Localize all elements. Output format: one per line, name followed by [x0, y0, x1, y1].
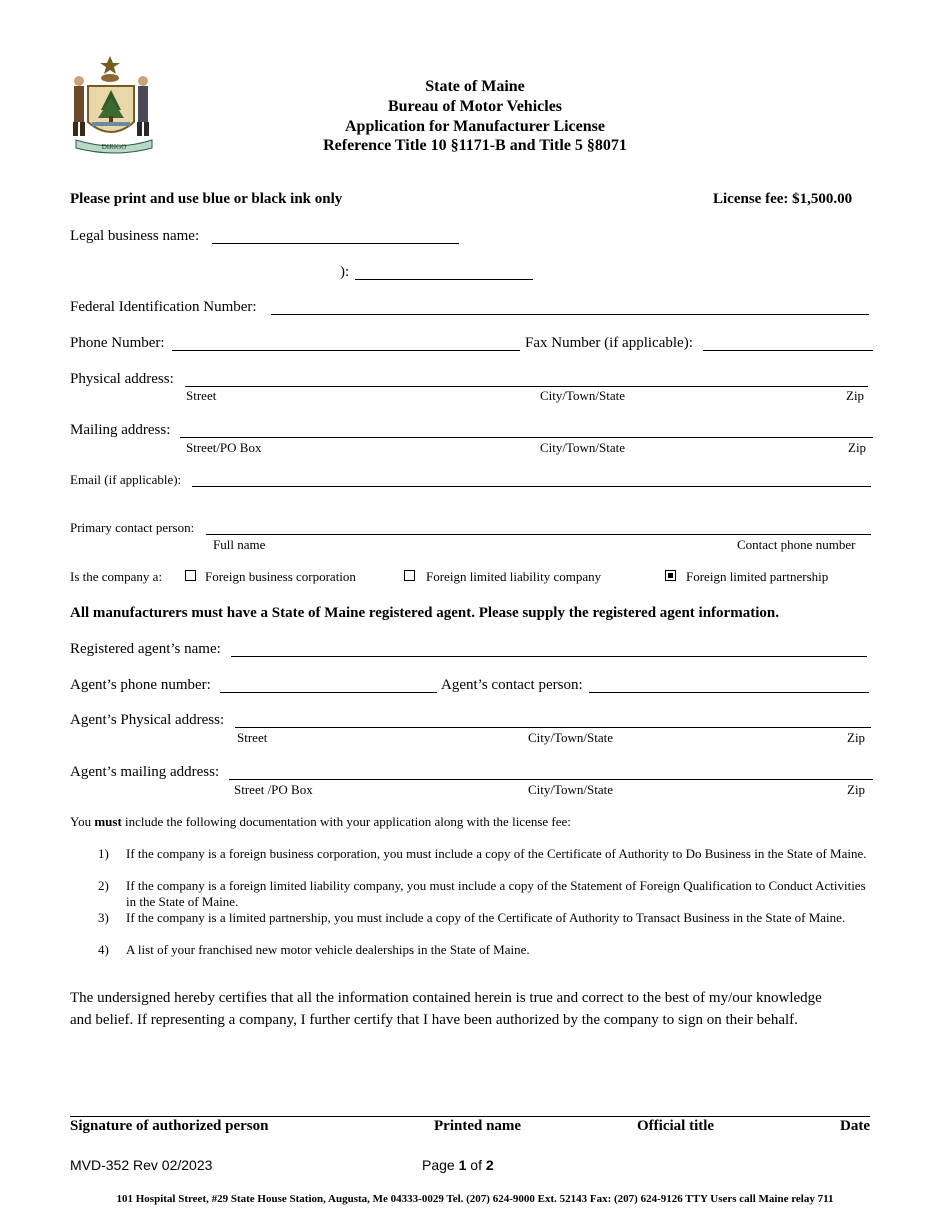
documentation-intro	[70, 814, 571, 830]
doc-item-3: If the company is a limited partnership, you must include a copy of the Certificate of Authority to Transact Business in the State of Maine.	[126, 910, 846, 925]
physical-zip-caption: Zip	[846, 388, 865, 403]
agent-mailing-zip-caption: Zip	[847, 782, 866, 797]
physical-address-input[interactable]	[185, 368, 868, 386]
signature-line	[70, 1116, 870, 1117]
certification-line-2: and belief. If representing a company, I further certify that I have been authorized by the company to sign on their behalf.	[70, 1012, 798, 1028]
agent-mailing-label: Agent’s mailing address:	[70, 764, 220, 780]
doc-item-4: A list of your franchised new motor vehicle dealerships in the State of Maine.	[126, 942, 530, 957]
contact-name-caption: Full name	[213, 537, 266, 552]
primary-contact-input[interactable]	[206, 516, 871, 534]
agent-contact-line	[589, 692, 869, 693]
dba-suffix: ):	[340, 264, 350, 280]
checkbox-foreign-limited-partnership[interactable]	[665, 570, 676, 581]
company-type-label: Is the company a:	[70, 569, 163, 584]
fein-line	[271, 314, 869, 315]
agent-physical-street-caption: Street	[237, 730, 268, 745]
legal-name-input[interactable]	[212, 225, 459, 243]
page-indicator	[422, 1157, 494, 1173]
option-foreign-limited-partnership: Foreign limited partnership	[686, 569, 829, 584]
mailing-address-line	[180, 437, 873, 438]
physical-city-caption: City/Town/State	[540, 388, 626, 403]
agent-physical-zip-caption: Zip	[847, 730, 866, 745]
agent-name-line	[231, 656, 867, 657]
email-line	[192, 486, 871, 487]
legal-name-line	[212, 243, 459, 244]
primary-contact-label: Primary contact person:	[70, 520, 195, 535]
mailing-zip-caption: Zip	[848, 440, 867, 455]
doc-item-1-number: 1)	[98, 846, 109, 861]
header-line-1: State of Maine	[425, 78, 525, 95]
fax-input[interactable]	[703, 332, 873, 350]
form-id: MVD-352 Rev 02/2023	[70, 1157, 213, 1173]
legal-name-label: Legal business name:	[70, 228, 200, 244]
registered-agent-notice: All manufacturers must have a State of Maine registered agent. Please supply the registered agent information.	[70, 605, 779, 621]
agent-contact-label: Agent’s contact person:	[441, 677, 583, 693]
agent-contact-input[interactable]	[589, 674, 869, 692]
contact-phone-caption: Contact phone number	[737, 537, 856, 552]
agent-mailing-input[interactable]	[229, 761, 873, 779]
certification-line-1: The undersigned hereby certifies that all the information contained herein is true and correct to the best of my/our knowledge	[70, 990, 822, 1006]
page-total: 2	[485, 1157, 494, 1173]
license-fee: License fee: $1,500.00	[713, 191, 853, 207]
option-foreign-llc: Foreign limited liability company	[426, 569, 602, 584]
signature-input[interactable]	[70, 1096, 870, 1114]
option-foreign-business-corporation: Foreign business corporation	[205, 569, 356, 584]
physical-address-label: Physical address:	[70, 371, 174, 387]
dba-line	[355, 279, 533, 280]
phone-input[interactable]	[172, 332, 520, 350]
fax-line	[703, 350, 873, 351]
agent-mailing-street-caption: Street /PO Box	[234, 782, 313, 797]
checkbox-foreign-business-corporation[interactable]	[185, 570, 196, 581]
agent-mailing-line	[229, 779, 873, 780]
doc-item-2-number: 2)	[98, 878, 109, 893]
primary-contact-line	[206, 534, 871, 535]
checkbox-foreign-llc[interactable]	[404, 570, 415, 581]
doc-item-1: If the company is a foreign business corporation, you must include a copy of the Certificate of Authority to Do Business in the State of Maine.	[126, 846, 867, 861]
fein-input[interactable]	[271, 296, 869, 314]
signature-caption: Signature of authorized person	[70, 1118, 269, 1134]
agent-name-input[interactable]	[231, 638, 867, 656]
agent-physical-input[interactable]	[235, 709, 871, 727]
email-input[interactable]	[192, 468, 871, 486]
header-line-4: Reference Title 10 §1171-B and Title 5 §8071	[323, 137, 627, 154]
intro-pre: You	[70, 814, 95, 829]
mailing-address-label: Mailing address:	[70, 422, 171, 438]
official-title-caption: Official title	[637, 1118, 715, 1134]
agent-physical-city-caption: City/Town/State	[528, 730, 614, 745]
header-line-2: Bureau of Motor Vehicles	[387, 98, 563, 115]
footer-address: 101 Hospital Street, #29 State House Station, Augusta, Me 04333-0029 Tel. (207) 624-9000 Ext. 52143 Fax: (207) 624-9126 TTY Users call Maine relay 711	[116, 1193, 834, 1205]
phone-line	[172, 350, 520, 351]
doc-item-3-number: 3)	[98, 910, 109, 925]
intro-post: include the following documentation with your application along with the license fee:	[121, 814, 571, 829]
agent-phone-line	[220, 692, 437, 693]
date-caption: Date	[840, 1118, 870, 1134]
agent-phone-label: Agent’s phone number:	[70, 677, 211, 693]
page-number: 1	[458, 1157, 467, 1173]
physical-address-line	[185, 386, 868, 387]
page-mid: of	[466, 1157, 486, 1173]
seal-banner-text: DIRIGO	[101, 143, 127, 151]
agent-physical-line	[235, 727, 871, 728]
agent-phone-input[interactable]	[220, 674, 437, 692]
fax-label: Fax Number (if applicable):	[525, 335, 693, 351]
dba-input[interactable]	[355, 261, 533, 279]
mailing-street-caption: Street/PO Box	[186, 440, 262, 455]
doc-item-2: If the company is a foreign limited liability company, you must include a copy of the Statement of Foreign Qualification to Conduct Activities in the State of Maine.	[126, 878, 866, 909]
ink-instructions: Please print and use blue or black ink only	[70, 191, 343, 207]
phone-label: Phone Number:	[70, 335, 165, 351]
agent-mailing-city-caption: City/Town/State	[528, 782, 614, 797]
email-label: Email (if applicable):	[70, 472, 182, 487]
agent-name-label: Registered agent’s name:	[70, 641, 221, 657]
doc-item-4-number: 4)	[98, 942, 109, 957]
fein-label: Federal Identification Number:	[70, 299, 257, 315]
header-line-3: Application for Manufacturer License	[345, 118, 605, 135]
mailing-city-caption: City/Town/State	[540, 440, 626, 455]
agent-physical-label: Agent’s Physical address:	[70, 712, 225, 728]
physical-street-caption: Street	[186, 388, 217, 403]
printed-name-caption: Printed name	[434, 1118, 522, 1134]
intro-must: must	[94, 814, 122, 829]
page-pre: Page	[422, 1157, 459, 1173]
mailing-address-input[interactable]	[180, 419, 873, 437]
